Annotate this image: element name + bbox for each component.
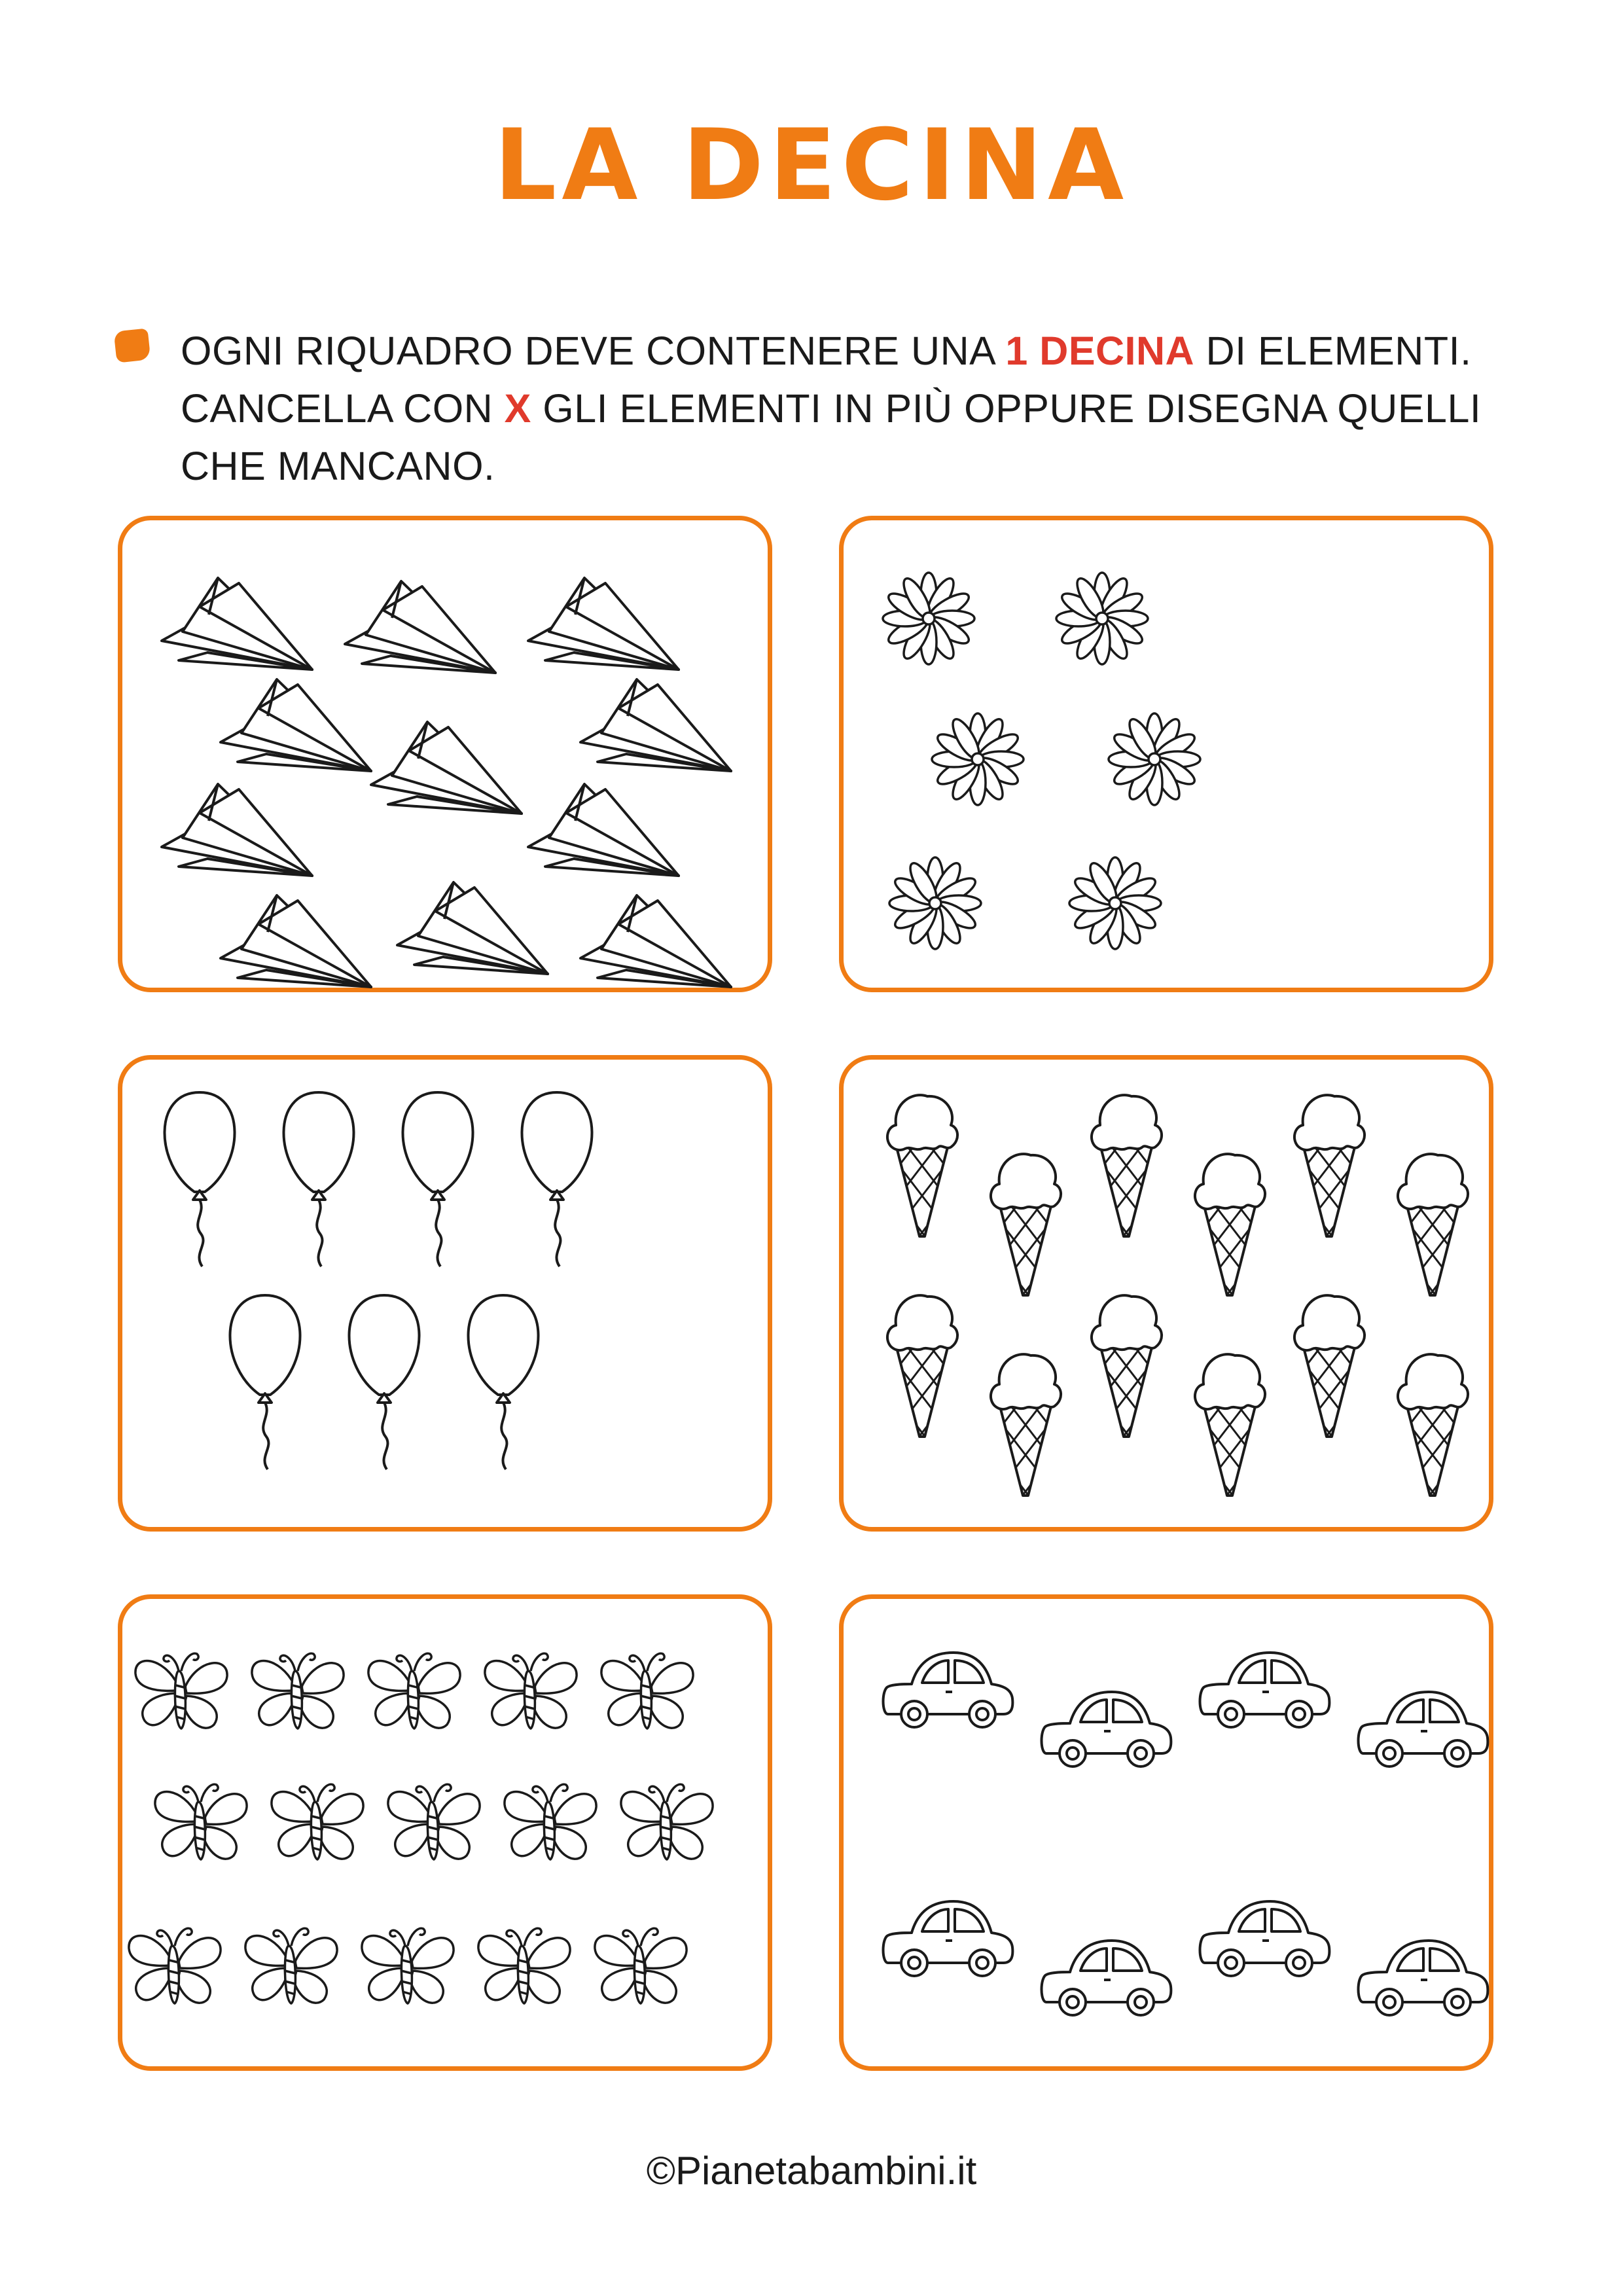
butterfly-icon (478, 1928, 570, 2003)
car-icon (1359, 1941, 1488, 2015)
car-icon (1359, 1692, 1488, 1767)
ice-cream-icon (1264, 1295, 1395, 1469)
ice-cream-icon (1061, 1095, 1192, 1269)
ice-cream-icon (960, 1354, 1091, 1528)
butterfly-icon (595, 1928, 687, 2003)
ice-cream-icon (1164, 1354, 1295, 1528)
balloon-icon (349, 1295, 419, 1469)
paper-airplane-icon (397, 882, 548, 974)
ice-cream-icon (1061, 1295, 1192, 1469)
paper-airplane-icon (162, 784, 312, 876)
car-icon (1200, 1901, 1330, 1976)
balloon-icon (522, 1092, 592, 1266)
flower-icon (932, 713, 1024, 805)
box-butterflies[interactable] (118, 1594, 772, 2071)
paper-airplane-icon (580, 679, 731, 771)
instructions (113, 322, 1526, 495)
balloon-icon (468, 1295, 538, 1469)
box-flowers[interactable] (839, 516, 1493, 992)
box-ice-creams[interactable] (839, 1055, 1493, 1532)
paper-airplane-icon (162, 578, 312, 670)
highlight-x: X (504, 386, 531, 431)
ice-cream-icon (1264, 1095, 1395, 1269)
butterfly-icon (252, 1653, 344, 1729)
airplanes-drawing (122, 520, 777, 997)
paper-airplane-icon (528, 784, 679, 876)
bullet-icon (114, 328, 151, 363)
paper-airplane-icon (221, 679, 371, 771)
balloon-icon (402, 1092, 473, 1266)
balloon-icon (164, 1092, 234, 1266)
flower-icon (1056, 573, 1148, 664)
highlight-decina: 1 DECINA (1005, 329, 1195, 373)
balloon-icon (283, 1092, 353, 1266)
car-icon (1042, 1941, 1171, 2015)
paper-airplane-icon (345, 581, 495, 673)
ice-cream-icon (1164, 1154, 1295, 1328)
balloons-drawing (122, 1060, 777, 1536)
car-icon (883, 1653, 1013, 1727)
ice-cream-icon (857, 1295, 988, 1469)
copyright-footer: ©Pianetabambini.it (646, 2149, 977, 2193)
flowers-drawing (844, 520, 1498, 997)
butterfly-icon (621, 1784, 713, 1859)
butterfly-icon (129, 1928, 221, 2003)
butterfly-icon (155, 1784, 247, 1859)
page-title: LA DECINA (493, 109, 1130, 223)
balloon-icon (230, 1295, 300, 1469)
flower-icon (889, 857, 981, 949)
flower-icon (1109, 713, 1200, 805)
butterfly-icon (135, 1653, 227, 1729)
ice-cream-icon (1367, 1154, 1498, 1328)
box-cars[interactable] (839, 1594, 1493, 2071)
butterfly-icon (245, 1928, 337, 2003)
butterflies-drawing (122, 1599, 777, 2075)
car-icon (1042, 1692, 1171, 1767)
butterfly-icon (368, 1653, 460, 1729)
butterfly-icon (272, 1784, 363, 1859)
instructions-text: OGNI RIQUADRO DEVE CONTENERE UNA 1 DECINA DI ELEMENTI. CANCELLA CON X GLI ELEMENTI IN PIÙ OPPURE DISEGNA QUELLI CHE MANCANO. (181, 329, 1482, 488)
paper-airplane-icon (371, 722, 522, 814)
butterfly-icon (601, 1653, 693, 1729)
paper-airplane-icon (580, 895, 731, 987)
ice-cream-icon (857, 1095, 988, 1269)
butterfly-icon (505, 1784, 596, 1859)
car-icon (1200, 1653, 1330, 1727)
flower-icon (883, 573, 974, 664)
box-balloons[interactable] (118, 1055, 772, 1532)
butterfly-icon (388, 1784, 480, 1859)
car-icon (883, 1901, 1013, 1976)
butterfly-icon (362, 1928, 454, 2003)
box-airplanes[interactable] (118, 516, 772, 992)
ice-cream-icon (1367, 1354, 1498, 1528)
cars-drawing (844, 1599, 1498, 2075)
paper-airplane-icon (221, 895, 371, 987)
paper-airplane-icon (528, 578, 679, 670)
flower-icon (1069, 857, 1161, 949)
ice-cream-icon (960, 1154, 1091, 1328)
butterfly-icon (485, 1653, 577, 1729)
ice-creams-drawing (844, 1060, 1498, 1536)
